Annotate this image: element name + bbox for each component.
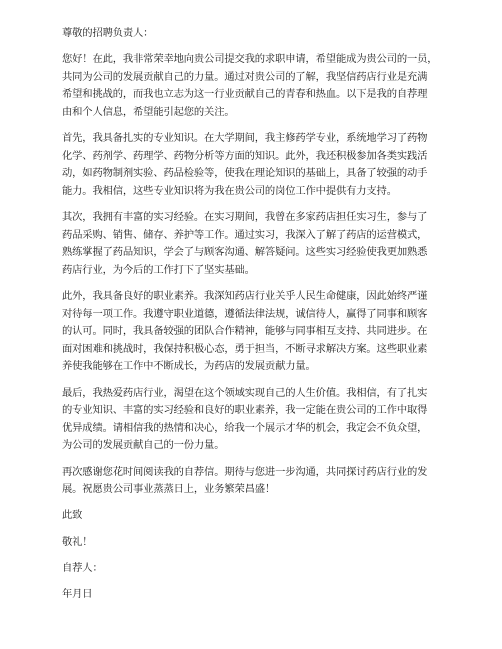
paragraph-line: 化学、药剂学、药理学、药物分析等方面的知识。此外，我还积极参加各类实践活 <box>62 149 428 162</box>
paragraph-line: 能力。我相信，这些专业知识将为我在贵公司的岗位工作中提供有力支持。 <box>62 184 397 197</box>
date-label: 年月日 <box>62 587 93 600</box>
signature-label: 自荐人： <box>62 561 103 574</box>
paragraph-line: 药店行业，为今后的工作打下了坚实基础。 <box>62 263 255 276</box>
paragraph-line: 此外，我具备良好的职业素养。我深知药店行业关乎人民生命健康，因此始终严谨 <box>62 290 428 303</box>
paragraph-line: 您好！在此，我非常荣幸地向贵公司提交我的求职申请，希望能成为贵公司的一员， <box>62 53 438 66</box>
paragraph-line: 的认可。同时，我具备较强的团队合作精神，能够与同事相互支持、共同进步。在 <box>62 325 428 338</box>
paragraph-line: 希望和挑战的，而我也立志为这一行业贡献自己的青春和热血。以下是我的自荐理 <box>62 88 428 101</box>
paragraph-passion <box>62 385 446 455</box>
paragraph-line: 再次感谢您花时间阅读我的自荐信。期待与您进一步沟通，共同探讨药店行业的发 <box>62 465 428 478</box>
paragraph-line: 共同为公司的发展贡献自己的力量。通过对贵公司的了解，我坚信药店行业是充满 <box>62 70 428 83</box>
paragraph-internship <box>62 209 446 279</box>
paragraph-intro <box>62 51 446 121</box>
paragraph-line: 药品采购、销售、储存、养护等工作。通过实习，我深入了解了药店的运营模式， <box>62 228 428 241</box>
paragraph-line: 其次，我拥有丰富的实习经验。在实习期间，我曾在多家药店担任实习生，参与了 <box>62 211 428 224</box>
paragraph-line: 最后，我热爱药店行业，渴望在这个领域实现自己的人生价值。我相信，有了扎实 <box>62 386 428 399</box>
paragraph-line: 养使我能够在工作中不断成长，为药店的发展贡献力量。 <box>62 360 316 373</box>
paragraph-line: 首先，我具备扎实的专业知识。在大学期间，我主修药学专业，系统地学习了药物 <box>62 132 428 145</box>
paragraph-line: 熟练掌握了药品知识，学会了与顾客沟通、解答疑问。这些实习经验使我更加熟悉 <box>62 246 428 259</box>
paragraph-line: 优异成绩。请相信我的热情和决心，给我一个展示才华的机会，我定会不负众望， <box>62 421 428 434</box>
paragraph-line: 为公司的发展贡献自己的一份力量。 <box>62 439 225 452</box>
paragraph-line: 由和个人信息，希望能引起您的关注。 <box>62 105 235 118</box>
paragraph-line: 面对困难和挑战时，我保持积极心态，勇于担当，不断寻求解决方案。这些职业素 <box>62 342 428 355</box>
paragraph-line: 对待每一项工作。我遵守职业道德，遵循法律法规，诚信待人，赢得了同事和顾客 <box>62 307 428 320</box>
paragraph-line: 的专业知识、丰富的实习经验和良好的职业素养，我一定能在贵公司的工作中取得 <box>62 404 428 417</box>
paragraph-professionalism <box>62 288 446 376</box>
letter-body <box>62 25 446 612</box>
paragraph-line: 展。祝愿贵公司事业蒸蒸日上，业务繁荣昌盛！ <box>62 483 276 496</box>
closing-salute: 敬礼！ <box>62 535 93 548</box>
closing-line: 此致 <box>62 509 83 522</box>
salutation: 尊敬的招聘负责人： <box>62 27 154 39</box>
paragraph-thanks <box>62 464 446 499</box>
paragraph-knowledge <box>62 130 446 200</box>
paragraph-line: 动，如药物制剂实验、药品检验等，使我在理论知识的基础上，具备了较强的动手 <box>62 167 428 180</box>
